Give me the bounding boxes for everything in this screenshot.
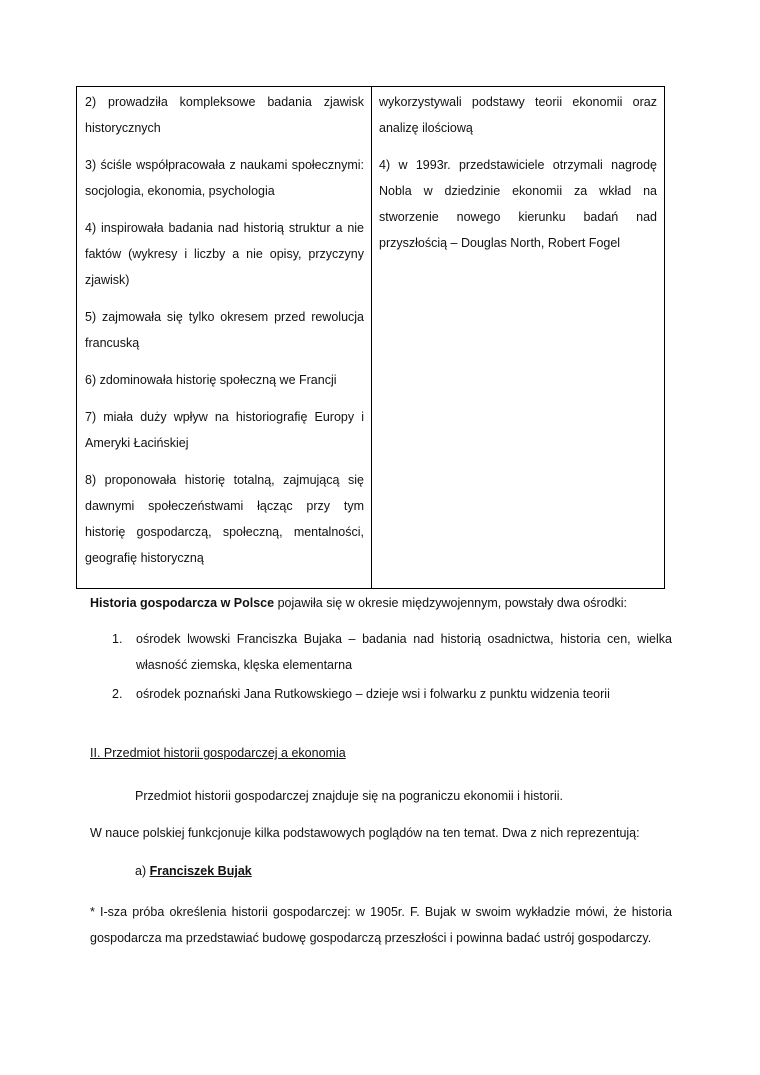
list-item: [112, 681, 672, 707]
table-left-item: 8) proponowała historię totalną, zajmującą się dawnymi społeczeństwami łącząc przy tym historię gospodarczą, społeczną, mentalności, geografię historyczną: [85, 473, 364, 565]
table-left-column: [77, 87, 372, 588]
paragraph-subject: Przedmiot historii gospodarczej znajduje się na pograniczu ekonomii i historii.: [135, 789, 563, 803]
section-title: II. Przedmiot historii gospodarczej a ekonomia: [90, 746, 346, 760]
list-text: ośrodek lwowski Franciszka Bujaka – badania nad historią osadnictwa, historia cen, wielka własność ziemska, klęska elementarna: [136, 632, 672, 672]
list-text: ośrodek poznański Jana Rutkowskiego – dzieje wsi i folwarku z punktu widzenia teorii: [136, 687, 610, 701]
list-number: 1.: [112, 632, 123, 646]
table-left-item: 7) miała duży wpływ na historiografię Europy i Ameryki Łacińskiej: [85, 410, 364, 450]
polish-history-rest: pojawiła się w okresie międzywojennym, powstały dwa ośrodki:: [274, 596, 628, 610]
subsection-prefix: a): [135, 864, 150, 878]
table-right-column: [372, 87, 664, 588]
table-left-item: 3) ściśle współpracowała z naukami społecznymi: socjologia, ekonomia, psychologia: [85, 158, 364, 198]
centers-list: [112, 626, 672, 710]
two-column-table: [76, 86, 665, 589]
table-left-item: 4) inspirowała badania nad historią struktur a nie faktów (wykresy i liczby a nie opisy, przyczyny zjawisk): [85, 221, 364, 287]
polish-history-bold-lead: Historia gospodarcza w Polsce: [90, 596, 275, 610]
list-number: 2.: [112, 687, 123, 701]
list-item: [112, 626, 672, 678]
table-left-item: 2) prowadziła kompleksowe badania zjawisk historycznych: [85, 95, 364, 135]
subsection-name: Franciszek Bujak: [149, 864, 252, 878]
table-right-item: 4) w 1993r. przedstawiciele otrzymali nagrodę Nobla w dziedzinie ekonomii za wkład na stworzenie nowego kierunku badań nad przyszłością – Douglas North, Robert Fogel: [379, 158, 657, 250]
paragraph-bujak: * I-sza próba określenia historii gospodarczej: w 1905r. F. Bujak w swoim wykładzie mówi, że historia gospodarcza ma przedstawiać budowę gospodarczą przeszłości i powinna badać ustrój gospodarczy.: [90, 905, 672, 945]
subsection-heading: [135, 861, 252, 881]
table-left-item: 6) zdominowała historię społeczną we Francji: [85, 373, 337, 387]
table-right-item: wykorzystywali podstawy teorii ekonomii oraz analizę ilościową: [379, 95, 657, 135]
paragraph-views: W nauce polskiej funkcjonuje kilka podstawowych poglądów na ten temat. Dwa z nich reprezentują:: [90, 826, 640, 840]
table-left-item: 5) zajmowała się tylko okresem przed rewolucja francuską: [85, 310, 364, 350]
polish-history-intro: [90, 593, 670, 613]
